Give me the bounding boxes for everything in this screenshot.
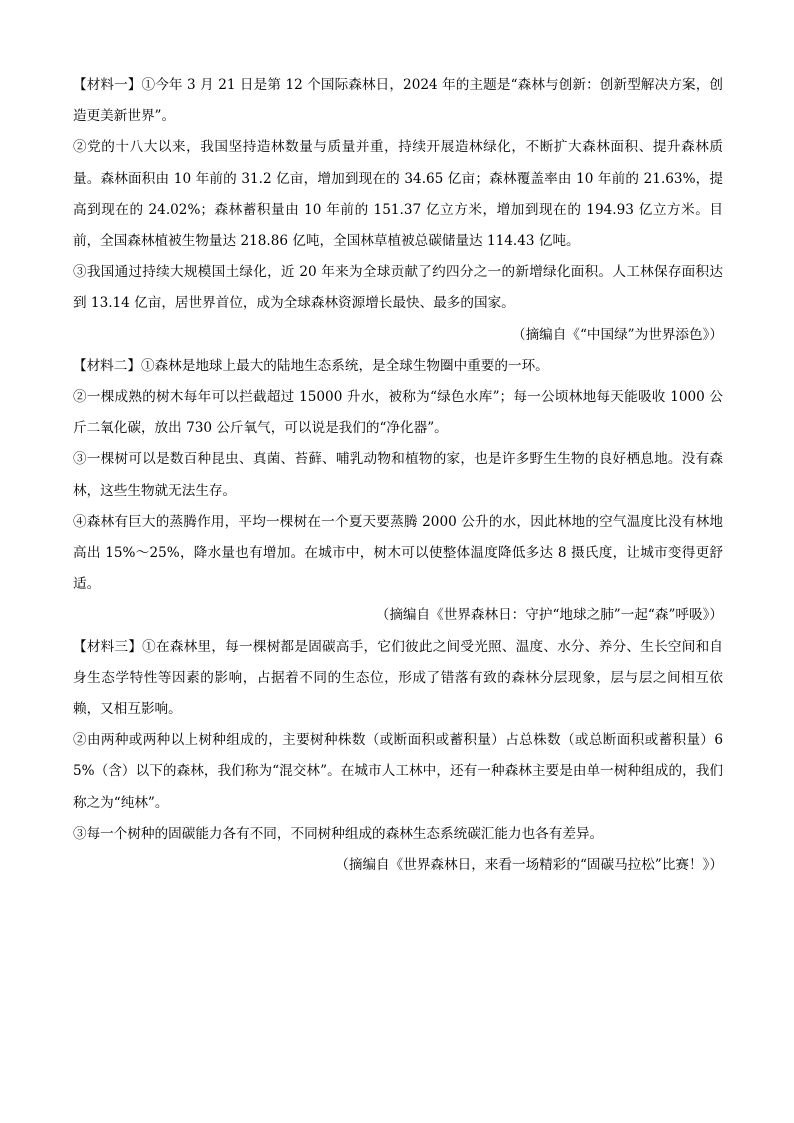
material-two-paragraph-3: ③一棵树可以是数百种昆虫、真菌、苔藓、哺乳动物和植物的家，也是许多野生生物的良好栖息地。没有森林，这些生物就无法生存。: [73, 451, 723, 499]
material-one: [73, 70, 723, 351]
document-page: [73, 70, 723, 881]
material-one-paragraph-2: ②党的十八大以来，我国坚持造林数量与质量并重，持续开展造林绿化，不断扩大森林面积、提升森林质量。森林面积由 10 年前的 31.2 亿亩，增加到现在的 34.65 亿亩；森林覆盖率由 10 年前的 21.63%，提高到现在的 24.02%；森林蓄积量由 10 年前的 151.37 亿立方米，增加到现在的 194.93 亿立方米。目前，全国森林植被生物量达 218.86 亿吨，全国林草植被总碳储量达 114.43 亿吨。: [73, 139, 723, 250]
material-two: [73, 351, 723, 632]
material-one-paragraph-1: 【材料一】①今年 3 月 21 日是第 12 个国际森林日，2024 年的主题是“森林与创新：创新型解决方案，创造更美新世界”。: [73, 77, 723, 125]
material-two-paragraph-1: 【材料二】①森林是地球上最大的陆地生态系统，是全球生物圈中重要的一环。: [73, 357, 549, 374]
material-three: [73, 632, 723, 882]
material-three-source: （摘编自《世界森林日，来看一场精彩的“固碳马拉松”比赛！》）: [335, 857, 723, 874]
material-two-paragraph-2: ②一棵成熟的树木每年可以拦截超过 15000 升水，被称为“绿色水库”；每一公顷林地每天能吸收 1000 公斤二氧化碳，放出 730 公斤氧气，可以说是我们的“净化器”。: [73, 389, 723, 437]
material-three-paragraph-1: 【材料三】①在森林里，每一棵树都是固碳高手，它们彼此之间受光照、温度、水分、养分、生长空间和自身生态学特性等因素的影响，占据着不同的生态位，形成了错落有致的森林分层现象，层与层之间相互依赖，又相互影响。: [73, 638, 723, 718]
material-three-paragraph-2: ②由两种或两种以上树种组成的，主要树种株数（或断面积或蓄积量）占总株数（或总断面积或蓄积量）65%（含）以下的森林，我们称为“混交林”。在城市人工林中，还有一种森林主要是由单一树种组成的，我们称之为“纯林”。: [73, 732, 723, 811]
material-one-source: （摘编自《“中国绿”为世界添色》）: [511, 326, 723, 343]
material-two-source: （摘编自《世界森林日：守护“地球之肺”一起“森”呼吸》）: [375, 607, 723, 624]
material-one-paragraph-3: ③我国通过持续大规模国土绿化，近 20 年来为全球贡献了约四分之一的新增绿化面积。人工林保存面积达到 13.14 亿亩，居世界首位，成为全球森林资源增长最快、最多的国家。: [73, 264, 723, 312]
material-three-paragraph-3: ③每一个树种的固碳能力各有不同，不同树种组成的森林生态系统碳汇能力也各有差异。: [73, 825, 604, 842]
material-two-paragraph-4: ④森林有巨大的蒸腾作用，平均一棵树在一个夏天要蒸腾 2000 公升的水，因此林地的空气温度比没有林地高出 15%～25%，降水量也有增加。在城市中，树木可以使整体温度降低多达 8 摄氏度，让城市变得更舒适。: [73, 513, 723, 593]
